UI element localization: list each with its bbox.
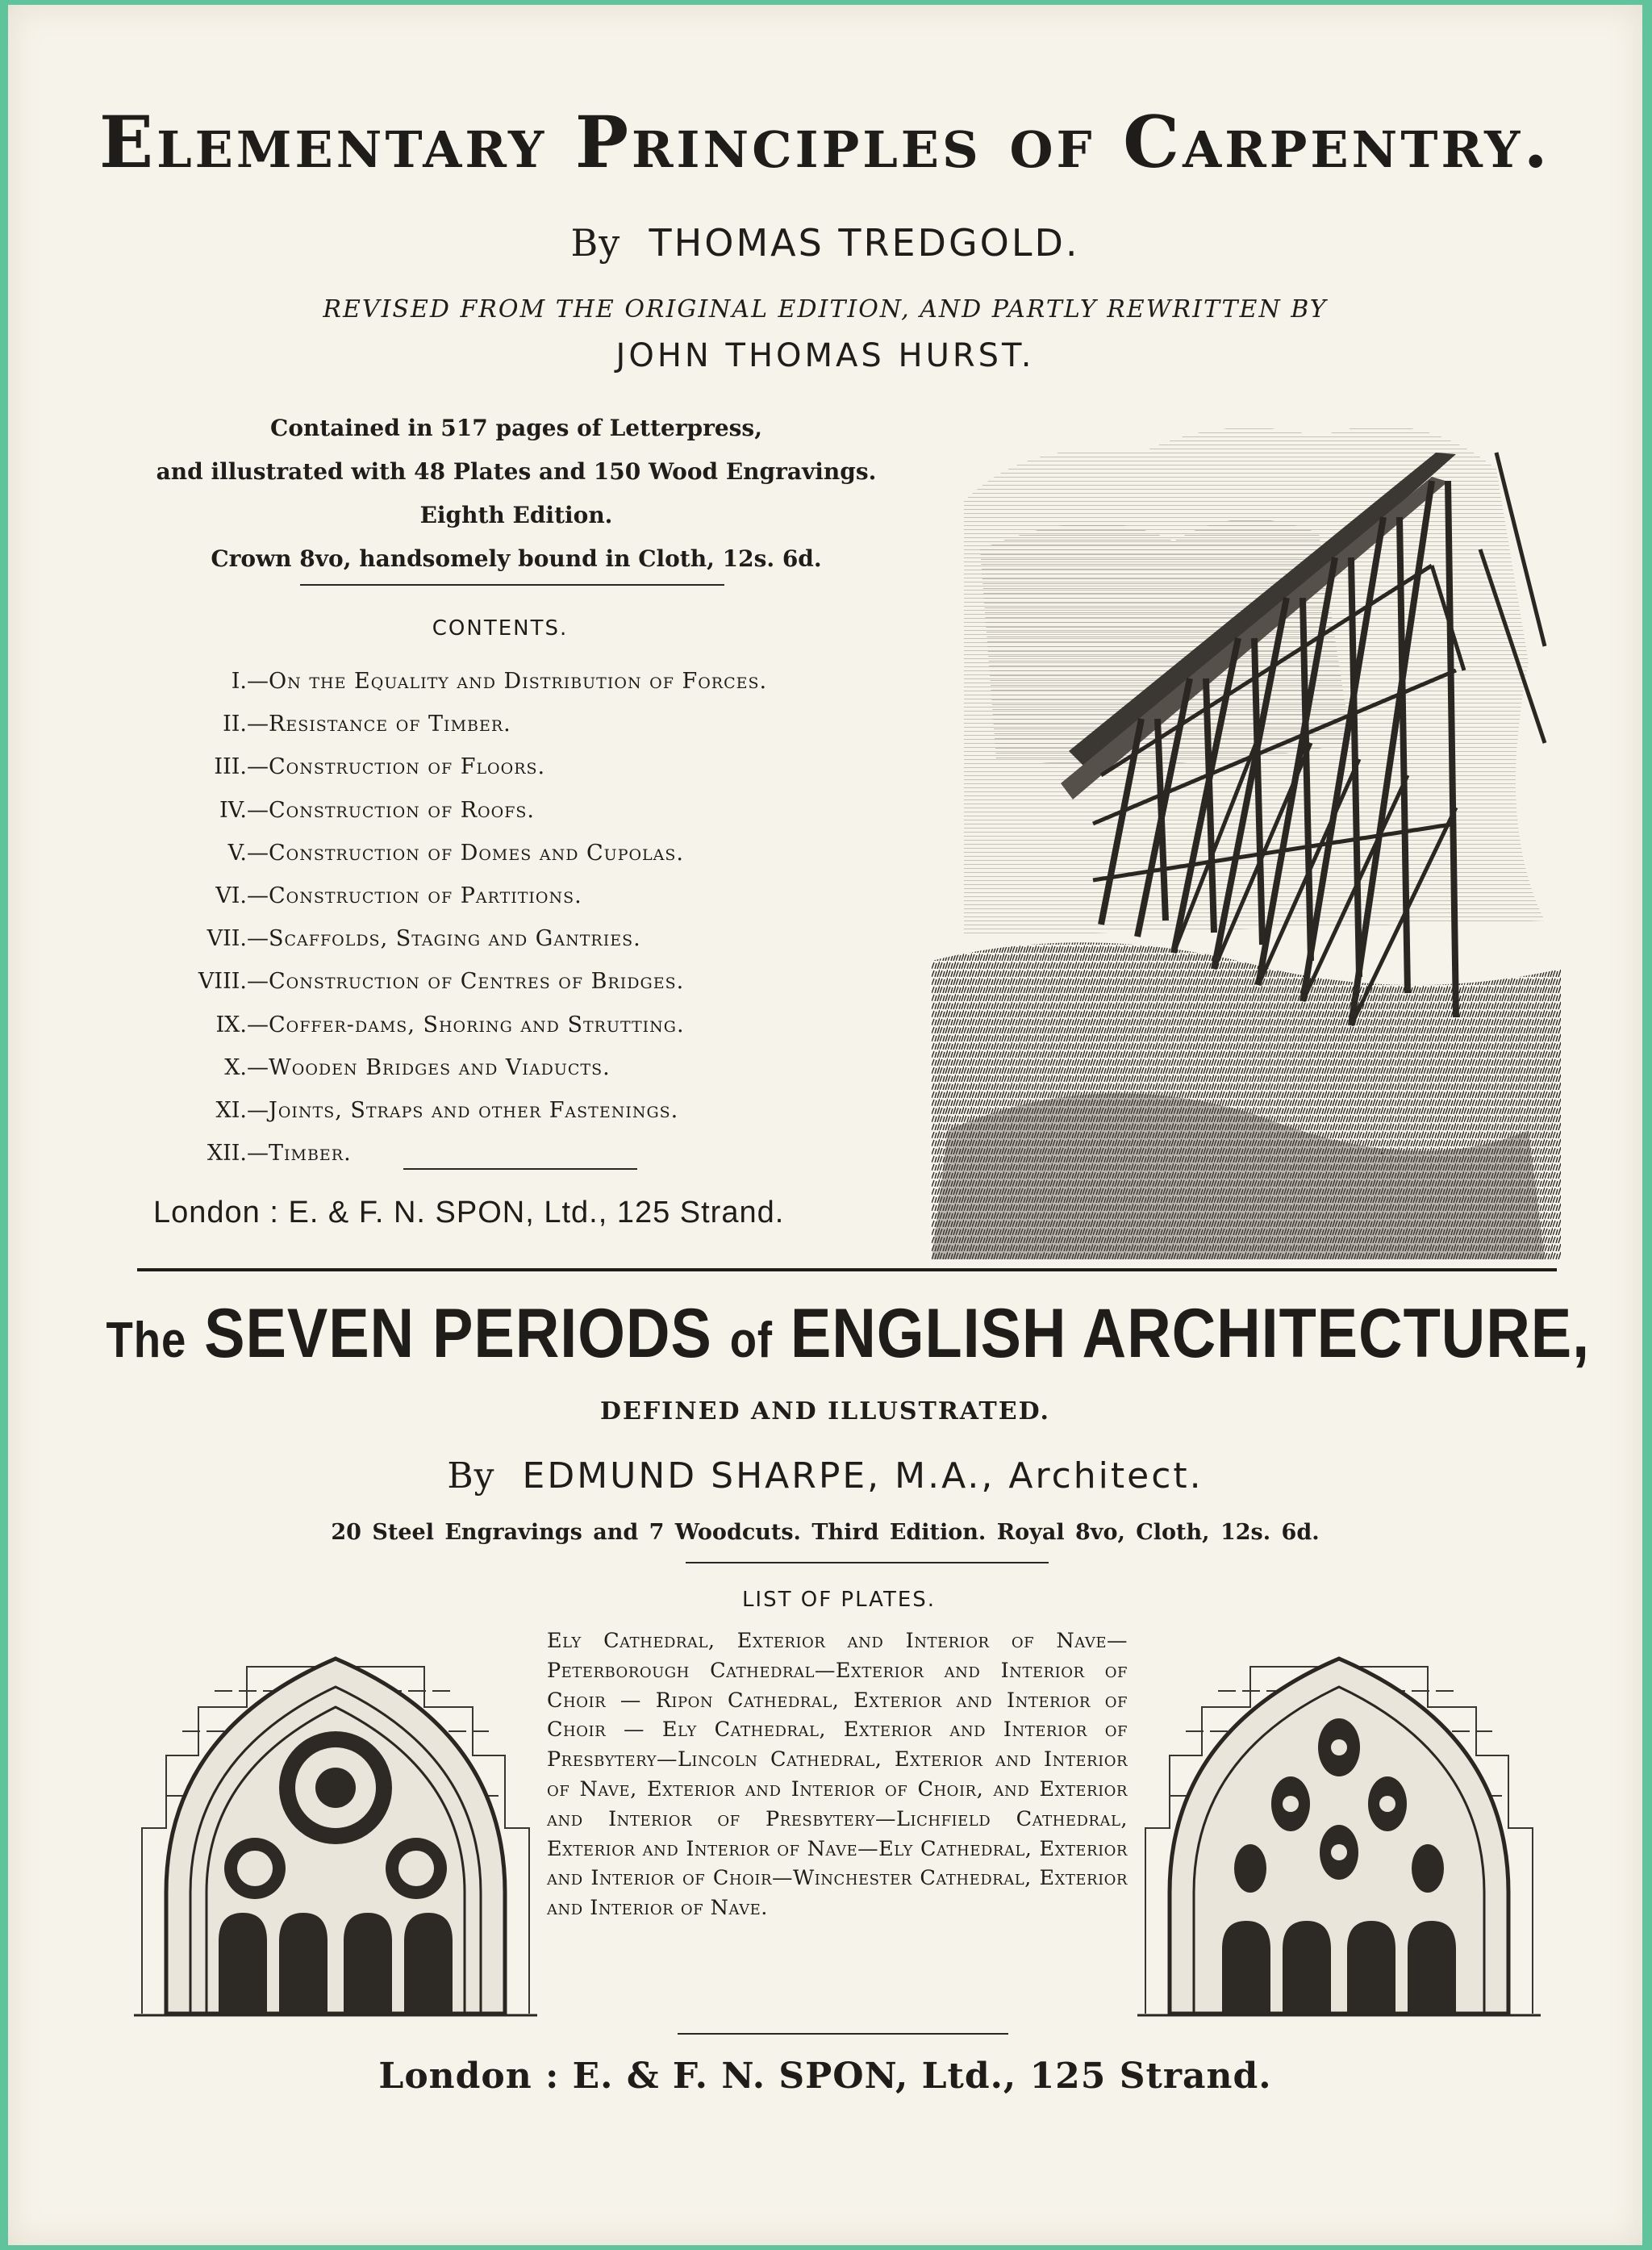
chapter-number: V. [227,840,247,866]
book1-revised-line: REVISED FROM THE ORIGINAL EDITION, AND PARTLY REWRITTEN BY [323,295,1328,324]
book1-author-line [8,221,1642,265]
chapter-title: Scaffolds, Staging and Gantries. [269,926,641,952]
book1-author: THOMAS TREDGOLD. [649,221,1080,265]
chapter-title: On the Equality and Distribution of Forces. [269,669,768,694]
list-item: VI. — Construction of Partitions. [150,875,908,917]
book1-detail-edition: Eighth Edition. [419,502,613,528]
book1-reviser: JOHN THOMAS HURST. [615,337,1035,374]
list-item: III. — Construction of Floors. [150,745,908,788]
book2-title-of: of [729,1313,773,1368]
book1-detail-illustrations: and illustrated with 48 Plates and 150 Wood Engravings. [156,458,877,485]
book2-publisher: London : E. & F. N. SPON, Ltd., 125 Strand. [378,2056,1272,2097]
chapter-number: VIII. [198,969,247,995]
book2-title [106,1294,1591,1374]
book2-author-line [8,1455,1642,1497]
contents-heading: CONTENTS. [432,616,569,641]
chapter-title: Wooden Bridges and Viaducts. [269,1054,611,1080]
engraver-signature-icon: · [1375,1146,1390,1162]
book2-subtitle: DEFINED AND ILLUSTRATED. [600,1397,1050,1426]
book2-title-seven-periods: SEVEN PERIODS [204,1295,712,1372]
chapter-title: Construction of Roofs. [269,797,535,823]
chapter-number: II. [223,712,247,737]
advertisement-page [8,5,1642,2245]
book1-publisher: London : E. & F. N. SPON, Ltd., 125 Strand. [153,1196,785,1229]
book1-detail-binding: Crown 8vo, handsomely bound in Cloth, 12s. 6d. [211,545,822,572]
list-item: II. — Resistance of Timber. [150,703,908,745]
list-item: XI. — Joints, Straps and other Fastenings. [150,1089,908,1132]
list-item: XII. — Timber. [150,1132,908,1175]
plates-heading: LIST OF PLATES. [741,1588,937,1612]
chapter-title: Resistance of Timber. [269,712,511,737]
viaduct-engraving [932,404,1561,1259]
book2-by: By [447,1455,495,1497]
chapter-title: Construction of Domes and Cupolas. [269,840,684,866]
book1-by: By [570,221,621,265]
divider [300,584,724,586]
gothic-window-right-engraving [1137,1634,1541,2022]
chapter-title: Joints, Straps and other Fastenings. [269,1098,679,1124]
list-item: X. — Wooden Bridges and Viaducts. [150,1046,908,1089]
book1-title: Elementary Principles of Carpentry. [99,100,1551,184]
contents-list [150,660,908,1175]
chapter-number: VII. [206,926,247,952]
chapter-title: Construction of Floors. [269,754,546,780]
chapter-number: XI. [215,1098,247,1124]
gothic-window-left-engraving [134,1634,537,2022]
list-item: IX. — Coffer-dams, Shoring and Strutting. [150,1004,908,1046]
book2-author: EDMUND SHARPE, M.A., Architect. [522,1455,1204,1497]
chapter-title: Coffer-dams, Shoring and Strutting. [269,1012,685,1037]
chapter-number: IV. [219,797,247,823]
chapter-number: X. [224,1054,247,1080]
list-item: VIII. — Construction of Centres of Bridges. [150,960,908,1003]
book1-details [105,407,928,581]
divider [686,1562,1049,1563]
divider [403,1168,637,1170]
chapter-number: III. [214,754,247,780]
chapter-number: I. [231,669,247,694]
book2-title-the: The [106,1313,187,1368]
chapter-title: Timber. [269,1141,352,1167]
list-item: I. — On the Equality and Distribution of Forces. [150,660,908,703]
list-item: V. — Construction of Domes and Cupolas. [150,832,908,875]
book2-details: 20 Steel Engravings and 7 Woodcuts. Third Edition. Royal 8vo, Cloth, 12s. 6d. [331,1520,1320,1545]
chapter-title: Construction of Partitions. [269,883,582,909]
section-divider [137,1268,1557,1271]
book1-detail-pages: Contained in 517 pages of Letterpress, [270,415,762,441]
chapter-number: VI. [215,883,247,909]
book2-title-english-architecture: ENGLISH ARCHITECTURE, [790,1295,1591,1372]
chapter-title: Construction of Centres of Bridges. [269,969,685,995]
chapter-number: IX. [215,1012,247,1037]
chapter-number: XII. [206,1141,247,1167]
plates-list: Ely Cathedral, Exterior and Interior of Nave—Peterborough Cathedral—Exterior and Interior of Choir — Ripon Cathedral, Exterior and Interior of Choir — Ely Cathedral, Exterior and Interior of Presbytery—Lincoln Cathedral, Exterior and Interior of Nave, Exterior and Interior of Choir, and Exterior and Interior of Presbytery—Lichfield Cathedral, Exterior and Interior of Nave—Ely Cathedral, Exterior and Interior of Choir—Winchester Cathedral, Exterior and Interior of Nave. [547,1629,1128,1921]
list-item: VII. — Scaffolds, Staging and Gantries. [150,917,908,960]
divider [678,2033,1008,2035]
list-item: IV. — Construction of Roofs. [150,789,908,832]
